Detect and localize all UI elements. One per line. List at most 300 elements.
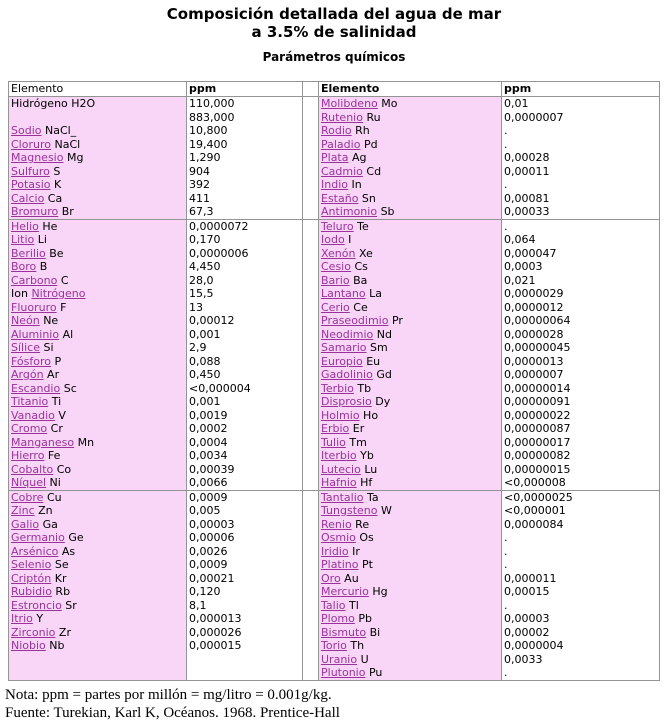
element-entry — [321, 247, 499, 261]
element-entry — [11, 504, 184, 518]
ppm-value: 0,0009 — [189, 558, 228, 571]
ppm-value: 0,0000007 — [504, 368, 564, 381]
element-symbol: Ne — [39, 314, 59, 327]
element-link[interactable]: Arsénico — [11, 544, 59, 558]
element-entry — [11, 97, 184, 111]
element-link[interactable]: Paladio — [321, 137, 361, 151]
element-link[interactable]: Hierro — [11, 449, 45, 462]
element-symbol: Sc — [60, 381, 77, 395]
element-link[interactable]: Criptón — [11, 571, 52, 585]
element-entry — [321, 111, 499, 125]
element-symbol: Be — [45, 246, 64, 260]
element-entry — [11, 138, 184, 152]
ppm-value: 0,0004 — [189, 435, 228, 449]
header-left-ppm: ppm — [187, 82, 303, 97]
element-entry — [321, 666, 499, 680]
element-symbol: Hg — [368, 585, 388, 598]
element-entry — [321, 287, 499, 301]
element-entry — [321, 192, 499, 206]
ppm-value: . — [504, 137, 508, 151]
ppm-value: 0,00033 — [504, 205, 550, 218]
element-prefix: Hidrógeno H2O — [11, 97, 96, 110]
element-link[interactable]: Fósforo — [11, 354, 52, 368]
element-entry — [11, 382, 184, 396]
element-entry — [321, 233, 499, 247]
ppm-value: 19,400 — [189, 137, 228, 151]
block-2-right-elements — [319, 219, 502, 490]
element-entry — [321, 545, 499, 559]
element-link[interactable]: Itrio — [11, 612, 33, 625]
element-entry — [11, 612, 184, 626]
element-link[interactable]: Berilio — [11, 246, 46, 260]
element-link[interactable]: Terbio — [321, 381, 354, 395]
block-3-left-elements — [9, 490, 187, 680]
element-symbol: I — [344, 233, 352, 246]
block-1-right-values — [502, 97, 660, 220]
element-link[interactable]: Sodio — [11, 124, 42, 137]
ppm-value: 0,00000082 — [504, 449, 571, 462]
ppm-value: 0,00000064 — [504, 314, 571, 327]
element-link[interactable]: Hafnio — [321, 476, 357, 489]
column-gutter — [303, 82, 319, 97]
element-symbol: Tb — [353, 381, 372, 395]
element-symbol: Tm — [345, 435, 367, 449]
element-link[interactable]: Iodo — [321, 233, 345, 246]
ppm-value: 0,450 — [189, 368, 221, 381]
element-link[interactable]: Renio — [321, 517, 352, 531]
element-link[interactable]: Plata — [321, 151, 349, 164]
element-link[interactable]: Neodimio — [321, 327, 374, 341]
ppm-value: 0,00003 — [504, 612, 550, 625]
element-link[interactable]: Bismuto — [321, 625, 367, 639]
element-entry — [11, 368, 184, 382]
element-symbol: Ir — [348, 544, 360, 558]
element-symbol: Mg — [63, 151, 84, 164]
element-link[interactable]: Cesio — [321, 260, 351, 273]
element-link[interactable]: Sílice — [11, 341, 40, 354]
ppm-value: 8,1 — [189, 598, 207, 612]
ppm-value: 0,00000015 — [504, 462, 571, 476]
element-link[interactable]: Talio — [321, 598, 346, 612]
element-symbol: Pd — [360, 137, 378, 151]
element-entry — [321, 395, 499, 409]
element-link[interactable]: Boro — [11, 260, 37, 273]
element-entry — [11, 545, 184, 559]
element-link[interactable]: Neón — [11, 314, 40, 327]
ppm-value: 0,0000012 — [504, 300, 564, 314]
block-1-left-values — [187, 97, 303, 220]
element-entry — [321, 205, 499, 219]
element-link[interactable]: Teluro — [321, 219, 354, 233]
element-symbol: Mo — [377, 97, 398, 110]
ppm-value: 67,3 — [189, 205, 214, 218]
ppm-value: 10,800 — [189, 124, 228, 137]
element-link[interactable]: Tungsteno — [321, 504, 378, 517]
ppm-value: . — [504, 666, 508, 679]
element-link[interactable]: Manganeso — [11, 435, 75, 449]
ppm-value: <0,000008 — [504, 476, 566, 489]
element-link[interactable]: Estroncio — [11, 598, 62, 612]
ppm-value: 0,00000091 — [504, 395, 571, 408]
element-entry — [321, 355, 499, 369]
element-link[interactable]: Plutonio — [321, 666, 366, 679]
element-symbol: Cu — [43, 490, 62, 504]
ppm-value: 0,00028 — [504, 151, 550, 164]
element-entry — [321, 165, 499, 179]
ppm-value: 0,0033 — [504, 652, 543, 666]
element-link[interactable]: Cerio — [321, 300, 350, 314]
element-link[interactable]: Tantalio — [321, 490, 364, 504]
ppm-value: 0,0066 — [189, 476, 228, 489]
element-entry — [11, 355, 184, 369]
element-entry — [321, 436, 499, 450]
ppm-value: 0,120 — [189, 585, 221, 598]
element-symbol: Ta — [363, 490, 379, 504]
element-entry — [11, 220, 184, 234]
element-entry — [321, 476, 499, 490]
element-symbol: Au — [340, 571, 359, 585]
element-symbol: Zr — [55, 625, 71, 639]
element-link[interactable]: Rubidio — [11, 585, 52, 598]
element-symbol: Si — [39, 341, 54, 354]
element-link[interactable]: Disprosio — [321, 395, 372, 408]
element-link[interactable]: Molibdeno — [321, 97, 378, 110]
page-title-line-1: Composición detallada del agua de mar — [166, 5, 502, 23]
element-entry — [321, 97, 499, 111]
table-block-row-2 — [9, 219, 660, 490]
ppm-value: 1,290 — [189, 151, 221, 164]
ppm-value: 0,0000013 — [504, 354, 564, 368]
element-symbol: Sn — [358, 191, 376, 205]
element-link[interactable]: Lantano — [321, 287, 366, 300]
element-entry — [11, 124, 184, 138]
ppm-value: 0,0000072 — [189, 219, 249, 233]
element-link[interactable]: Fluoruro — [11, 300, 57, 314]
element-entry — [11, 531, 184, 545]
element-entry — [11, 449, 184, 463]
element-entry — [321, 328, 499, 342]
element-symbol: Rh — [351, 124, 370, 137]
element-link[interactable]: Helio — [11, 219, 39, 233]
element-link[interactable]: Plomo — [321, 612, 355, 625]
element-link[interactable]: Calcio — [11, 191, 45, 205]
element-link[interactable]: Sulfuro — [11, 164, 50, 178]
element-link[interactable]: Nitrógeno — [31, 287, 86, 300]
element-symbol: Ce — [349, 300, 368, 314]
element-entry — [11, 585, 184, 599]
element-link[interactable]: Samario — [321, 341, 367, 354]
element-link[interactable]: Aluminio — [11, 327, 60, 341]
element-entry — [321, 639, 499, 653]
ppm-value: 0,00021 — [189, 571, 235, 585]
element-symbol: Er — [349, 422, 365, 435]
block-2-right-values — [502, 219, 660, 490]
ppm-value: 0,170 — [189, 233, 221, 246]
element-link[interactable]: Tulio — [321, 435, 346, 449]
element-entry — [11, 301, 184, 315]
element-link[interactable]: Mercurio — [321, 585, 369, 598]
element-link[interactable]: Galio — [11, 517, 40, 531]
element-symbol: Re — [351, 517, 370, 531]
element-symbol: Ho — [359, 408, 379, 422]
block-1-left-elements — [9, 97, 187, 220]
element-symbol: Pt — [358, 558, 373, 571]
element-symbol: Cd — [362, 164, 382, 178]
ppm-value: 0,00000014 — [504, 381, 571, 395]
ppm-value: 0,00000087 — [504, 422, 571, 435]
table-block-row-1 — [9, 97, 660, 220]
element-entry — [321, 463, 499, 477]
element-entry — [11, 572, 184, 586]
element-link[interactable]: Cobalto — [11, 462, 54, 476]
element-symbol: Pr — [388, 314, 403, 327]
ppm-value: 0,00002 — [504, 625, 550, 639]
element-link[interactable]: Erbio — [321, 422, 350, 435]
element-entry — [321, 449, 499, 463]
element-symbol: P — [51, 354, 62, 368]
ppm-value: 0,0009 — [189, 490, 228, 504]
ppm-value: 0,000026 — [189, 625, 242, 639]
element-link[interactable]: Potasio — [11, 178, 51, 191]
block-3-right-elements — [319, 490, 502, 680]
element-link[interactable]: Vanadio — [11, 408, 55, 422]
element-entry — [11, 395, 184, 409]
element-entry — [11, 626, 184, 640]
element-symbol: Yb — [356, 449, 374, 462]
element-link[interactable]: Litio — [11, 233, 35, 246]
element-entry — [11, 558, 184, 572]
element-link[interactable]: Platino — [321, 558, 359, 571]
element-symbol: Cs — [350, 260, 368, 273]
ppm-value: 13 — [189, 300, 203, 314]
element-symbol: Ca — [44, 191, 63, 205]
element-link[interactable]: Iridio — [321, 544, 349, 558]
ppm-value: 0,0000007 — [504, 110, 564, 124]
element-symbol: Nd — [373, 327, 392, 341]
element-link[interactable]: Cobre — [11, 490, 44, 504]
element-link[interactable]: Magnesio — [11, 151, 64, 164]
ppm-value: 0,00011 — [504, 164, 550, 178]
element-entry — [11, 639, 184, 653]
element-entry — [11, 409, 184, 423]
element-entry — [11, 422, 184, 436]
element-symbol: C — [57, 273, 69, 287]
element-link[interactable]: Bromuro — [11, 205, 59, 218]
element-link[interactable]: Osmio — [321, 531, 356, 544]
ppm-value: 110,000 — [189, 97, 235, 110]
element-entry — [321, 178, 499, 192]
block-3-right-values — [502, 490, 660, 680]
ppm-value: 883,000 — [189, 110, 235, 124]
element-entry — [11, 476, 184, 490]
page-title-line-2: a 3.5% de salinidad — [251, 23, 417, 41]
element-link[interactable]: Zirconio — [11, 625, 56, 639]
element-link[interactable]: Titanio — [11, 395, 49, 408]
element-link[interactable]: Iterbio — [321, 449, 357, 462]
element-link[interactable]: Uranio — [321, 652, 358, 666]
element-entry — [321, 409, 499, 423]
element-symbol: Co — [53, 462, 72, 476]
element-symbol: Tl — [345, 598, 359, 612]
page-header — [0, 0, 668, 64]
element-symbol: Ru — [362, 110, 381, 124]
element-entry — [321, 151, 499, 165]
element-symbol: Xe — [355, 246, 373, 260]
element-symbol: Ti — [48, 395, 62, 408]
element-link[interactable]: Europio — [321, 354, 363, 368]
ppm-value: 0,00081 — [504, 191, 550, 205]
element-symbol: He — [38, 219, 58, 233]
element-entry — [11, 151, 184, 165]
element-link[interactable]: Estaño — [321, 191, 359, 205]
ppm-value: 0,00039 — [189, 462, 235, 476]
element-symbol: Zn — [34, 504, 53, 517]
element-link[interactable]: Bario — [321, 273, 350, 287]
element-link[interactable]: Carbono — [11, 273, 58, 287]
element-symbol: Mn — [74, 435, 95, 449]
ppm-value: 15,5 — [189, 287, 214, 300]
block-2-left-elements — [9, 219, 187, 490]
ppm-value: . — [504, 178, 508, 191]
ppm-value: . — [504, 124, 508, 137]
element-symbol: Sm — [366, 341, 388, 354]
ppm-value: 0,021 — [504, 273, 536, 287]
element-symbol: U — [357, 652, 369, 666]
element-entry — [11, 491, 184, 505]
element-symbol: Pu — [365, 666, 383, 679]
element-symbol: Pb — [354, 612, 372, 625]
element-entry — [11, 260, 184, 274]
ppm-value: 0,00003 — [189, 517, 235, 531]
ppm-value: 28,0 — [189, 273, 214, 287]
element-entry — [321, 260, 499, 274]
table-block-row-3 — [9, 490, 660, 680]
element-link[interactable]: Oro — [321, 571, 341, 585]
ppm-value: 0,0002 — [189, 422, 228, 435]
element-link[interactable]: Argón — [11, 368, 44, 381]
element-entry — [321, 585, 499, 599]
element-symbol: Sr — [61, 598, 77, 612]
ppm-value: 0,0034 — [189, 449, 228, 462]
ppm-value: 0,000013 — [189, 612, 242, 625]
ppm-value: . — [504, 544, 508, 558]
element-link[interactable]: Cadmio — [321, 164, 363, 178]
element-link[interactable]: Niobio — [11, 639, 46, 652]
element-link[interactable]: Selenio — [11, 558, 52, 571]
element-entry — [11, 274, 184, 288]
element-symbol: Kr — [51, 571, 67, 585]
element-link[interactable]: Germanio — [11, 531, 65, 544]
ppm-value: 0,00000045 — [504, 341, 571, 354]
element-link[interactable]: Rodio — [321, 124, 352, 137]
element-symbol: Os — [355, 531, 374, 544]
element-symbol: Fe — [44, 449, 61, 462]
element-symbol: Cr — [47, 422, 63, 435]
element-entry — [321, 531, 499, 545]
element-link[interactable]: Zinc — [11, 504, 35, 517]
element-entry — [11, 314, 184, 328]
element-entry — [11, 192, 184, 206]
element-symbol: Al — [59, 327, 74, 341]
element-symbol: Ar — [43, 368, 60, 381]
ppm-value: <0,000001 — [504, 504, 566, 517]
ppm-value: . — [504, 219, 508, 233]
element-entry — [321, 422, 499, 436]
element-link[interactable]: Torio — [321, 639, 347, 652]
element-symbol: Th — [346, 639, 365, 652]
element-symbol: La — [365, 287, 382, 300]
ppm-value: 0,0000028 — [504, 327, 564, 341]
element-entry — [321, 626, 499, 640]
element-entry — [321, 368, 499, 382]
element-symbol: Y — [32, 612, 44, 625]
element-symbol: Eu — [362, 354, 381, 368]
element-link[interactable]: Gadolinio — [321, 368, 373, 381]
element-entry — [11, 178, 184, 192]
element-link[interactable]: Antimonio — [321, 205, 378, 218]
ppm-value: 0,000011 — [504, 571, 557, 585]
element-link[interactable]: Rutenio — [321, 110, 363, 124]
element-entry — [11, 233, 184, 247]
element-symbol: Ge — [64, 531, 84, 544]
element-entry — [321, 612, 499, 626]
element-symbol: Br — [58, 205, 74, 218]
element-entry — [321, 341, 499, 355]
element-entry — [11, 436, 184, 450]
element-entry — [11, 518, 184, 532]
ppm-value: 0,001 — [189, 395, 221, 408]
element-symbol: NaCl — [50, 137, 81, 151]
ppm-value: <0,000004 — [189, 381, 251, 395]
element-entry — [321, 382, 499, 396]
ppm-value: <0,0000025 — [504, 490, 573, 504]
element-entry — [11, 328, 184, 342]
table-header-row — [9, 82, 660, 97]
ppm-value: 0,00000017 — [504, 435, 571, 449]
element-symbol: V — [54, 408, 66, 422]
element-link[interactable]: Holmio — [321, 408, 360, 422]
ppm-value: 411 — [189, 191, 210, 205]
element-link[interactable]: Cloruro — [11, 137, 51, 151]
element-link[interactable]: Xenón — [321, 246, 356, 260]
element-link[interactable]: Cromo — [11, 422, 48, 435]
ppm-value: 0,0026 — [189, 544, 228, 558]
element-entry — [321, 572, 499, 586]
element-entry — [321, 274, 499, 288]
element-link[interactable]: Níquel — [11, 476, 47, 489]
element-entry — [321, 518, 499, 532]
ppm-value: 4,450 — [189, 260, 221, 273]
element-entry — [321, 491, 499, 505]
ppm-value: 0,0000004 — [504, 639, 564, 652]
element-symbol: NaCl_ — [41, 124, 77, 137]
header-right-element: Elemento — [319, 82, 502, 97]
ppm-value: 0,0003 — [504, 260, 543, 273]
element-link[interactable]: Escandio — [11, 381, 61, 395]
element-link[interactable]: Lutecio — [321, 462, 361, 476]
ppm-value: 0,00012 — [189, 314, 235, 327]
element-entry — [11, 287, 184, 301]
element-symbol: Ga — [39, 517, 58, 531]
element-link[interactable]: Praseodimio — [321, 314, 389, 327]
ppm-value: . — [504, 598, 508, 612]
header-left-element: Elemento — [9, 82, 187, 97]
element-link[interactable]: Indio — [321, 178, 348, 191]
element-symbol: S — [49, 164, 61, 178]
block-3-left-values — [187, 490, 303, 680]
ppm-value: . — [504, 558, 508, 571]
element-prefix: Ion — [11, 287, 32, 300]
